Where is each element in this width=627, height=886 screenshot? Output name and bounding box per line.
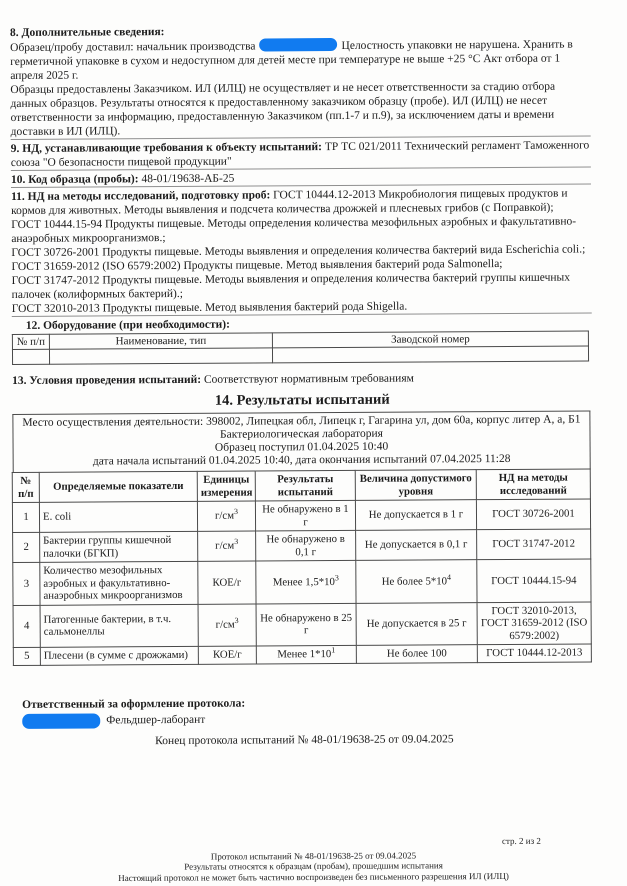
section11-method: ГОСТ 10444.15-94 Продукты пищевые. Методы определения количества мезофильных аэробных и факультативно-анаэробных микроорганизмов.; — [11, 215, 577, 245]
results-column-header: Результаты испытаний — [255, 470, 355, 501]
results-column-header: № п/п — [12, 472, 39, 502]
footer-lines — [0, 849, 627, 884]
section11-label: 11. НД на методы исследований, подготовку проб: — [11, 189, 271, 203]
results-info-line: Бактериологическая лаборатория — [219, 427, 383, 441]
results-table-cell: Не более $5*10^4$ — [356, 560, 477, 603]
section13-value: Соответствуют нормативным требованиям — [203, 372, 414, 386]
results-table-row — [13, 601, 591, 647]
results-table-cell: 1 — [12, 502, 39, 532]
results-table-cell: Бактерии группы кишечной палочки (БГКП) — [40, 531, 198, 562]
footer-line: Настоящий протокол не может быть частично воспроизведен без письменного разрешения ИЛ (ИЛЦ) — [118, 870, 509, 883]
section10-value: 48-01/19638-АБ-25 — [141, 172, 235, 186]
results-table — [12, 468, 592, 665]
results-column-header: Единицы измерения — [197, 471, 255, 501]
results-column-header: НД на методы исследований — [476, 469, 590, 500]
results-table-cell: Плесени (в сумме с дрожжами) — [40, 646, 198, 664]
equipment-empty-cell — [49, 348, 272, 364]
equipment-table — [12, 330, 589, 365]
equipment-empty-cell — [272, 346, 588, 363]
section-test-conditions — [12, 370, 592, 388]
results-table-cell: $г/см^3$ — [198, 531, 256, 561]
results-info-lines — [13, 411, 589, 472]
section11-method: ГОСТ 31659-2012 (ISO 6579:2002) Продукты пищевые. Метод выявления бактерий рода Salmonella; — [11, 257, 503, 273]
section8-text-after-redaction: Целостность упаковки не нарушена. Хранить в герметичной упаковке в сухом и недоступном для детей месте при температуре не выше +25 °C Акт отбора от 1 апреля 2025 г. — [10, 38, 573, 82]
signature-block — [22, 694, 594, 728]
protocol-content — [10, 22, 594, 748]
results-table-cell: Не более 100 — [356, 645, 477, 663]
results-table-cell: Не допускается в 25 г — [356, 602, 477, 645]
redaction-overlay-signature — [22, 713, 100, 728]
results-table-cell: Патогенные бактерии, в т.ч. сальмонеллы — [40, 604, 198, 647]
results-table-row — [13, 559, 591, 605]
equipment-column-header: Заводской номер — [272, 331, 588, 348]
section11-method: ГОСТ 30726-2001 Продукты пищевые. Методы выявления и определения количества бактерий вида Escherichia coli.; — [11, 243, 586, 259]
section14-title: 14. Результаты испытаний — [214, 391, 390, 409]
section-equipment — [12, 312, 592, 365]
footer-line: Результаты относятся к образцам (пробам), прошедшим испытания — [184, 860, 443, 872]
section12-title: 12. Оборудование (при необходимости): — [25, 318, 230, 332]
equipment-column-header: № п/п — [12, 334, 49, 349]
results-table-cell: E. coli — [39, 501, 197, 532]
results-table-cell: 5 — [13, 647, 40, 665]
page-footer — [0, 835, 627, 883]
results-table-cell: ГОСТ 30726-2001 — [476, 499, 590, 530]
page-number: стр. 2 из 2 — [501, 835, 541, 847]
results-table-cell: Не обнаружено в 25 г — [256, 603, 356, 646]
results-column-header: Определяемые показатели — [39, 471, 197, 502]
results-table-cell: 2 — [13, 532, 40, 562]
results-table-row — [12, 499, 590, 533]
equipment-column-header: Наименование, тип — [49, 333, 272, 349]
section-methods-nd — [11, 183, 592, 316]
results-info-box — [12, 410, 590, 472]
results-info-line: Образец поступил 01.04.2025 10:40 — [214, 440, 389, 454]
results-table-cell: Количество мезофильных аэробных и факультативно-анаэробных микроорганизмов — [40, 561, 198, 604]
results-table-cell: 4 — [13, 605, 40, 648]
results-table-cell: Не обнаружено в 1 г — [255, 500, 355, 531]
signature-role-line — [22, 710, 594, 728]
section11-method: ГОСТ 32010-2013 Продукты пищевые. Метод выявления бактерий рода Shigella. — [11, 300, 408, 315]
section8-paragraph-2: Образцы предоставлены Заказчиком. ИЛ (ИЛЦ) не осуществляет и не несет ответственности за стадию отбора данных образцов. Результаты относятся к предоставленному заказчиком образцу (пробе). ИЛ (ИЛЦ) не несет ответственности за информацию, предоставленную Заказчиком (пп.1-7 и п.9), за исключением даты и времени доставки в ИЛ (ИЛЦ). — [10, 80, 556, 138]
section11-method: ГОСТ 31747-2012 Продукты пищевые. Методы выявления и определения количества бактерий группы кишечных палочек (колиформных бактерий).; — [11, 271, 571, 301]
section8-paragraph-1 — [10, 36, 590, 83]
section13-label: 13. Условия проведения испытаний: — [12, 373, 202, 387]
redaction-overlay — [259, 38, 337, 51]
results-info-line: Место осуществления деятельности: 398002, Липецкая обл, Липецк г, Гагарина ул, дом 60а, корпус литер А, а, Б1 — [22, 413, 581, 429]
section11-flow — [11, 186, 591, 218]
results-table-cell: 3 — [13, 562, 40, 605]
results-info-line: дата начала испытаний 01.04.2025 10:40, дата окончания испытаний 07.04.2025 11:28 — [92, 452, 511, 468]
section8-text-before-redaction: Образец/пробу доставил: начальник производства — [10, 40, 256, 54]
results-table-row — [13, 529, 591, 563]
results-table-cell: Не допускается в 0,1 г — [356, 530, 477, 561]
results-table-cell: ГОСТ 10444.15-94 — [477, 559, 591, 602]
results-table-cell: ГОСТ 31747-2012 — [477, 529, 591, 560]
results-table-cell: КОЕ/г — [198, 646, 256, 664]
section9-label: 9. НД, устанавливающие требования к объекту испытаний: — [10, 141, 323, 155]
signature-label: Ответственный за оформление протокола: — [22, 697, 246, 711]
results-table-cell: Менее $1*10^1$ — [256, 645, 356, 663]
signature-role: Фельдшер-лаборант — [106, 713, 206, 727]
results-table-cell: $г/см^3$ — [197, 501, 255, 531]
results-table-cell: ГОСТ 32010-2013, ГОСТ 31659-2012 (ISO 6579:2002) — [477, 601, 591, 644]
equipment-empty-cell — [12, 349, 49, 364]
results-table-cell: Не обнаружено в 0,1 г — [256, 530, 356, 561]
section11-method-list — [11, 214, 592, 316]
results-table-cell: ГОСТ 10444.12-2013 — [477, 644, 591, 662]
section10-label: 10. Код образца (пробы): — [10, 173, 139, 186]
section-additional-info — [10, 22, 591, 139]
results-table-row — [13, 644, 591, 665]
section8-title: 8. Дополнительные сведения: — [10, 26, 165, 39]
section11-method: ГОСТ 10444.12-2013 Микробиология пищевых продуктов и кормов для животных. Методы выявления и подсчета количества дрожжей и плесневых грибов (с Поправкой); — [11, 187, 568, 217]
protocol-end-line: Конец протокола испытаний № 48-01/19638-25 от 09.04.2025 — [155, 732, 454, 747]
results-column-header: Величина допустимого уровня — [355, 470, 476, 501]
results-table-cell: Не допускается в 1 г — [355, 500, 476, 531]
results-table-header-row — [12, 469, 590, 503]
results-table-cell: Менее $1,5*10^3$ — [256, 560, 356, 603]
section9-value: ТР ТС 021/2011 Технический регламент Таможенного союза "О безопасности пищевой продукции" — [10, 139, 590, 169]
results-table-cell: КОЕ/г — [198, 561, 256, 604]
equipment-table-empty-row — [12, 346, 588, 365]
results-table-cell: $г/см^3$ — [198, 604, 256, 647]
section-requirements-nd — [11, 135, 591, 170]
footer-line: Протокол испытаний № 48-01/19638-25 от 09.04.2025 — [210, 849, 417, 862]
